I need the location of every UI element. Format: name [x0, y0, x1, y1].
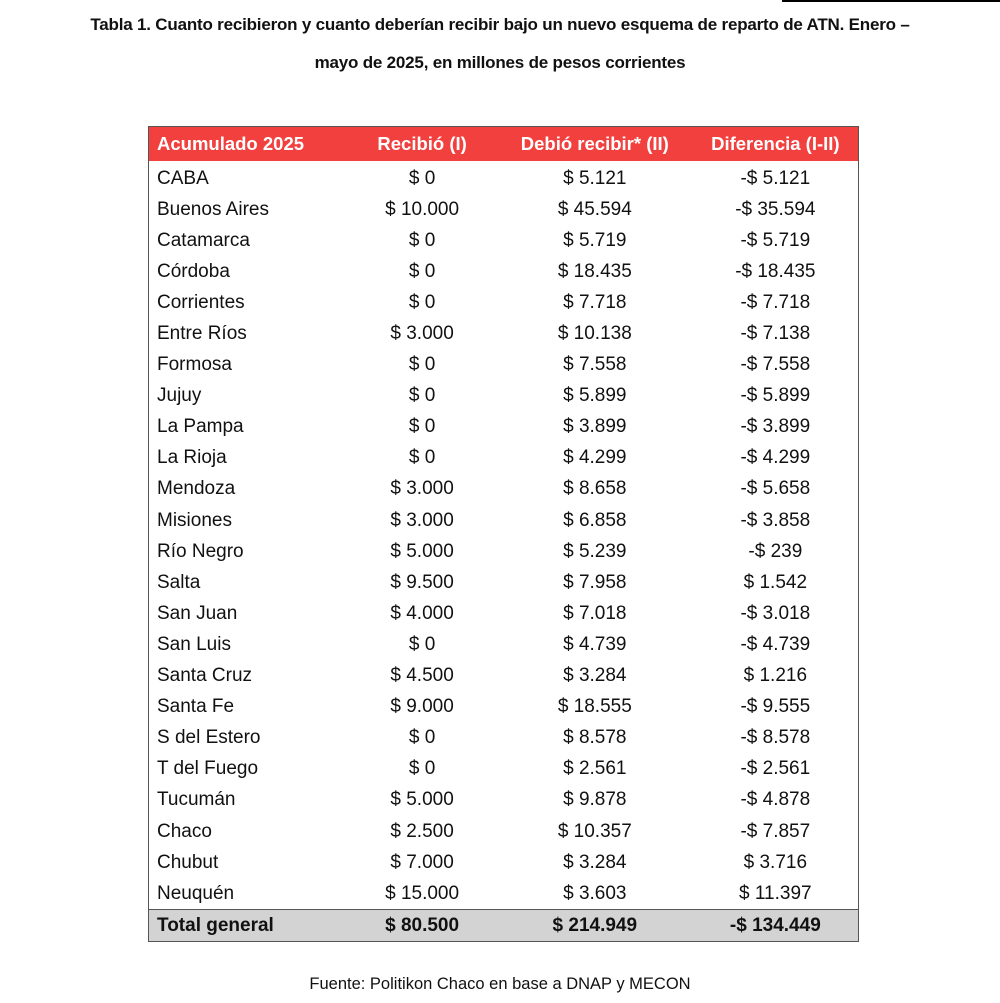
table-cell: $ 0 — [408, 447, 436, 469]
table-row — [149, 785, 859, 816]
table-row — [149, 505, 859, 536]
header-cell: Acumulado 2025 — [157, 133, 305, 154]
table-cell: $ 0 — [408, 291, 436, 313]
table-cell: $ 5.121 — [563, 167, 627, 189]
table-cell: -$ 35.594 — [735, 198, 816, 220]
table-row — [149, 318, 859, 349]
table-row — [149, 692, 859, 723]
table-cell: $ 7.000 — [390, 851, 454, 873]
table-row — [149, 847, 859, 878]
table-header — [149, 127, 859, 162]
table-cell: -$ 7.558 — [740, 354, 811, 376]
table-cell: $ 0 — [408, 727, 436, 749]
table-cell: -$ 18.435 — [735, 260, 816, 282]
table-cell: -$ 5.121 — [740, 167, 811, 189]
table-cell: -$ 2.561 — [740, 758, 811, 780]
table-row — [149, 754, 859, 785]
table-cell: -$ 4.878 — [740, 789, 811, 811]
table-cell: $ 7.018 — [563, 602, 627, 624]
table-cell: Formosa — [157, 354, 232, 376]
table-cell: San Juan — [157, 602, 238, 624]
table-row — [149, 412, 859, 443]
table-cell: $ 15.000 — [385, 882, 460, 904]
table-row — [149, 287, 859, 318]
table-cell: $ 5.000 — [390, 789, 454, 811]
total-row — [149, 910, 859, 942]
table-cell: Río Negro — [157, 540, 244, 562]
table-cell: -$ 5.719 — [740, 229, 811, 251]
table-cell: $ 18.555 — [557, 696, 632, 718]
table-row — [149, 474, 859, 505]
table-cell: -$ 3.899 — [740, 416, 811, 438]
total-cell: -$ 134.449 — [729, 914, 821, 936]
table-cell: La Pampa — [157, 416, 244, 438]
table-cell: $ 4.000 — [390, 602, 454, 624]
table-cell: $ 0 — [408, 167, 436, 189]
table-cell: Santa Fe — [157, 696, 235, 718]
table-cell: $ 11.397 — [739, 882, 812, 904]
table-cell: S del Estero — [157, 727, 261, 749]
table-title — [0, 6, 1000, 82]
header-cell: Debió recibir* (II) — [520, 133, 669, 154]
table-cell: $ 9.878 — [563, 789, 627, 811]
table-cell: $ 0 — [408, 633, 436, 655]
table-cell: Chubut — [157, 851, 219, 873]
table-cell: $ 10.000 — [385, 198, 460, 220]
table-cell: -$ 4.739 — [740, 633, 811, 655]
table-cell: $ 0 — [408, 229, 436, 251]
table-cell: Chaco — [157, 820, 212, 842]
table-cell: $ 5.719 — [563, 229, 627, 251]
table-cell: $ 3.000 — [390, 478, 454, 500]
table-cell: Entre Ríos — [157, 323, 247, 345]
table-cell: Neuquén — [157, 882, 235, 904]
header-row — [149, 127, 859, 162]
top-rule — [782, 0, 1000, 2]
table-cell: $ 6.858 — [563, 509, 627, 531]
table-cell: $ 3.716 — [743, 851, 808, 873]
total-cell: $ 80.500 — [385, 914, 460, 936]
table-cell: T del Fuego — [157, 758, 259, 780]
table-row — [149, 225, 859, 256]
table-cell: Buenos Aires — [157, 198, 269, 220]
table-cell: $ 0 — [408, 260, 436, 282]
table-cell: $ 1.216 — [743, 665, 808, 687]
table-cell: $ 2.500 — [390, 820, 454, 842]
table-cell: Tucumán — [157, 789, 236, 811]
table-cell: $ 9.000 — [390, 696, 454, 718]
table-body — [149, 161, 859, 910]
table-cell: $ 0 — [408, 354, 436, 376]
table-cell: San Luis — [157, 633, 231, 655]
table-cell: $ 3.000 — [390, 509, 454, 531]
table-cell: $ 0 — [408, 385, 436, 407]
table-cell: Córdoba — [157, 260, 230, 282]
total-cell: Total general — [157, 914, 274, 936]
table-cell: CABA — [157, 167, 209, 189]
table-cell: -$ 4.299 — [740, 447, 811, 469]
title-line-2: mayo de 2025, en millones de pesos corrientes — [314, 53, 686, 72]
table-cell: -$ 7.857 — [740, 820, 811, 842]
table-row — [149, 350, 859, 381]
table-cell: $ 4.500 — [390, 665, 454, 687]
title-line-1: Tabla 1. Cuanto recibieron y cuanto deberían recibir bajo un nuevo esquema de reparto de ATN. Enero – — [90, 15, 910, 34]
total-cell: $ 214.949 — [552, 914, 638, 936]
table-row — [149, 161, 859, 194]
table-row — [149, 878, 859, 910]
table-cell: $ 8.658 — [563, 478, 627, 500]
table-cell: Mendoza — [157, 478, 236, 500]
table-row — [149, 598, 859, 629]
table-cell: -$ 239 — [748, 540, 803, 562]
table-cell: $ 7.558 — [563, 354, 627, 376]
table-row — [149, 256, 859, 287]
table-cell: -$ 5.899 — [740, 385, 811, 407]
table-cell: -$ 3.858 — [740, 509, 811, 531]
table-row — [149, 816, 859, 847]
table-cell: -$ 3.018 — [740, 602, 811, 624]
table-row — [149, 661, 859, 692]
table-row — [149, 536, 859, 567]
table-row — [149, 194, 859, 225]
table-row — [149, 381, 859, 412]
table-cell: $ 8.578 — [563, 727, 627, 749]
table-cell: $ 0 — [408, 416, 436, 438]
table-row — [149, 629, 859, 660]
table-row — [149, 567, 859, 598]
source-note: Fuente: Politikon Chaco en base a DNAP y MECON — [309, 975, 691, 993]
table-cell: $ 7.958 — [563, 571, 627, 593]
table-cell: $ 3.284 — [563, 665, 627, 687]
table-cell: $ 18.435 — [557, 260, 632, 282]
table-footer — [149, 910, 859, 942]
header-cell: Diferencia (I-II) — [711, 133, 840, 154]
table-cell: $ 10.138 — [557, 323, 632, 345]
table-cell: $ 45.594 — [557, 198, 632, 220]
table-cell: Corrientes — [157, 291, 245, 313]
table-cell: -$ 9.555 — [740, 696, 811, 718]
table-cell: $ 7.718 — [563, 291, 627, 313]
table-cell: $ 3.284 — [563, 851, 627, 873]
table-cell: $ 5.000 — [390, 540, 454, 562]
table-cell: $ 10.357 — [557, 820, 632, 842]
table-cell: Misiones — [157, 509, 232, 531]
table-row — [149, 723, 859, 754]
table-cell: La Rioja — [157, 447, 227, 469]
atn-table — [148, 126, 859, 942]
table-cell: $ 3.000 — [390, 323, 454, 345]
table-cell: $ 4.299 — [563, 447, 627, 469]
table-cell: Jujuy — [157, 385, 202, 407]
table-cell: $ 3.899 — [563, 416, 627, 438]
table-cell: Santa Cruz — [157, 665, 253, 687]
table-cell: $ 9.500 — [390, 571, 454, 593]
table-cell: $ 5.239 — [563, 540, 627, 562]
table-cell: -$ 5.658 — [740, 478, 811, 500]
table-cell: Salta — [157, 571, 201, 593]
table-cell: $ 3.603 — [563, 882, 627, 904]
header-cell: Recibió (I) — [377, 133, 467, 154]
table-cell: $ 2.561 — [563, 758, 627, 780]
table-cell: $ 4.739 — [563, 633, 627, 655]
table-cell: Catamarca — [157, 229, 250, 251]
table-cell: $ 0 — [408, 758, 436, 780]
table-cell: $ 1.542 — [743, 571, 808, 593]
table-row — [149, 443, 859, 474]
table-cell: -$ 8.578 — [740, 727, 811, 749]
table-cell: $ 5.899 — [563, 385, 627, 407]
table-cell: -$ 7.718 — [740, 291, 811, 313]
table-cell: -$ 7.138 — [740, 323, 811, 345]
